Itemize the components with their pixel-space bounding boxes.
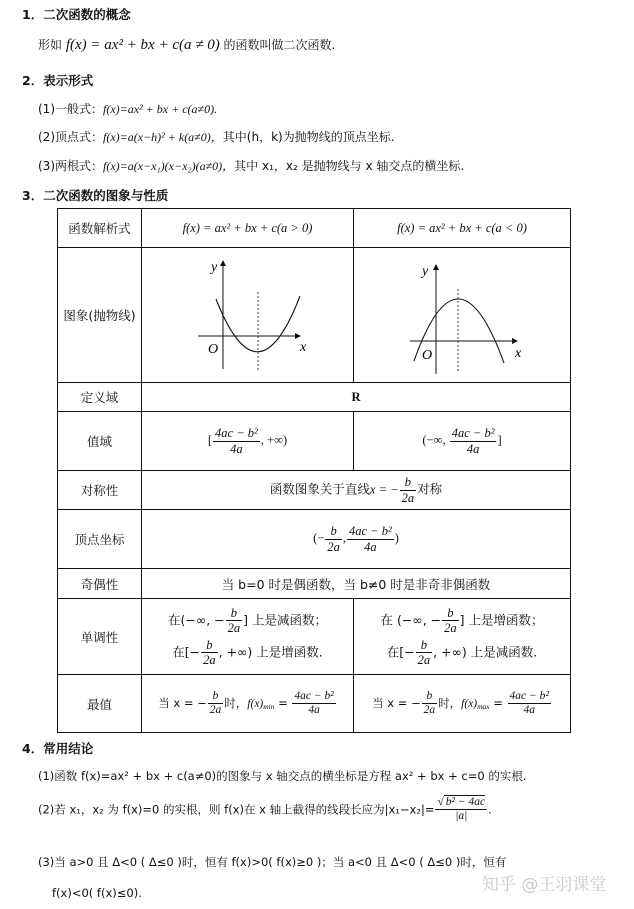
numerator: 4ac − b² [348,524,392,539]
denominator: |a| [455,810,468,823]
numerator: 4ac − b² [451,426,495,441]
fraction [347,524,394,554]
denominator: 2a [327,539,340,554]
monotonic-line [354,638,570,668]
row-label: 函数解析式 [58,209,142,248]
section-number: 4． [22,741,44,756]
conclusion-3-line-1: (3)当 a>0 且 Δ<0 ( Δ≤0 )时，恒有 f(x)>0( f(x)≥0 )；当 a<0 且 Δ<0 ( Δ≤0 )时，恒有 [38,855,507,869]
form-general [38,100,217,117]
denominator: 4a [364,539,377,554]
extremum-min [142,675,354,733]
row-graph [58,248,571,383]
concept-suffix: 的函数叫做二次函数. [223,38,336,52]
row-extremum [58,675,571,733]
row-label: 顶点坐标 [58,510,142,569]
extremum-max [354,675,571,733]
form-label: (2)顶点式： [38,130,103,144]
interval-pre: 在 (−∞, − [380,612,442,628]
row-vertex [58,510,571,569]
fraction [292,690,335,717]
monotonic-a-negative [354,599,571,675]
interval-post: , +∞) 上是增函数. [218,643,323,659]
fraction [416,638,433,668]
row-range [58,412,571,471]
row-label: 定义域 [58,383,142,412]
row-label: 值域 [58,412,142,471]
numerator: √ b² − 4ac [435,796,487,810]
form-formula: f(x)=a(x−x₁)(x−x₂)(a≠0)， [103,159,235,173]
monotonic-line [142,638,353,668]
row-label: 最值 [58,675,142,733]
equals: = [274,696,292,710]
interval-pre: 在(−∞, − [167,612,225,628]
section-title: 常用结论 [43,741,94,756]
form-vertex [38,128,395,145]
numerator: 4ac − b² [215,426,258,441]
bracket: ] [497,432,502,447]
origin-label: O [207,342,218,357]
row-label: 图象(抛物线) [58,248,142,383]
watermark: 知乎 @王羽课堂 [482,875,607,895]
section-2-heading [22,71,93,89]
symmetry-value [142,471,571,510]
section-number: 1． [22,7,44,22]
conclusion-2 [38,796,492,823]
parity-value: 当 b=0 时是偶函数，当 b≠0 时是非奇非偶函数 [142,569,571,599]
subscript: min [263,701,275,711]
conclusion-3-line-2: f(x)<0( f(x)≤0). [52,886,142,900]
x-axis-label: x [299,340,306,355]
domain-value: R [142,383,571,412]
row-parity [58,569,571,599]
numerator: b [201,638,218,653]
form-note: 其中(h，k)为抛物线的顶点坐标. [222,130,395,144]
fraction [325,524,342,554]
extremum-mid: 时， [438,696,462,710]
fraction [213,426,260,456]
function-name: f(x) [461,698,478,710]
denominator: 2a [227,621,241,636]
section-4-heading [22,739,93,757]
section-title: 表示形式 [43,73,94,88]
function-name: f(x) [247,698,264,710]
fraction [208,690,224,717]
range-a-negative [354,412,571,471]
monotonic-line [354,606,570,636]
denominator: 4a [523,704,535,716]
fraction [435,796,487,823]
monotonic-line [142,606,353,636]
row-label: 单调性 [58,599,142,675]
range-a-positive [142,412,354,471]
fraction [442,606,459,636]
graph-downward-cell [354,248,571,383]
subscript: max [477,701,490,711]
denominator: 2a [444,621,457,636]
denominator: 2a [417,652,431,667]
row-monotonic [58,599,571,675]
denominator: 2a [209,704,222,716]
origin-label: O [422,348,433,363]
interval-pre: 在[− [172,643,201,659]
denominator: 4a [230,441,243,456]
y-axis-label: y [422,264,429,279]
row-label: 对称性 [58,471,142,510]
fraction [201,638,218,668]
section-title: 二次函数的图象与性质 [43,188,169,203]
interval-post: ] 上是增函数； [459,612,544,628]
form-note: 其中 x₁，x₂ 是抛物线与 x 轴交点的横坐标. [234,159,465,173]
interval-start: (−∞, [422,432,449,447]
numerator: b [416,638,433,653]
numerator: 4ac − b² [292,690,335,704]
numerator: b [226,606,243,621]
symmetry-eq: x = − [369,482,399,497]
section-title: 二次函数的概念 [43,7,131,22]
monotonic-a-positive [142,599,354,675]
extremum-pre: 当 x = − [372,696,421,710]
numerator: 4ac − b² [508,690,551,704]
form-label: (1)一般式： [38,102,103,116]
form-formula: f(x)=ax² + bx + c(a≠0). [103,102,218,116]
numerator: b [400,475,417,490]
paren-open: (− [313,530,325,545]
interval-post: ] 上是减函数； [243,612,328,628]
form-roots [38,157,464,174]
interval-end: , +∞) [260,432,288,447]
formula-a-positive: f(x) = ax² + bx + c(a > 0) [142,209,354,248]
row-domain [58,383,571,412]
denominator: 2a [203,652,216,667]
fraction [400,475,417,505]
form-formula: f(x)=a(x−h)² + k(a≠0)， [103,130,223,144]
symmetry-suffix: 对称 [417,481,443,497]
denominator: 4a [466,441,480,456]
period: . [488,802,492,817]
concept-formula: f(x) = ax² + bx + c(a ≠ 0) [65,37,220,53]
radicand: b² − 4ac [445,796,486,808]
symmetry-prefix: 函数图象关于直线 [269,481,370,497]
numerator: b [325,524,342,539]
upward-parabola-graph [178,251,318,376]
conclusion-1: (1)函数 f(x)=ax² + bx + c(a≠0)的图象与 x 轴交点的横坐标是方程 ax² + bx + c=0 的实根. [38,769,527,783]
concept-prefix: 形如 [38,38,63,52]
separator: , [342,530,346,545]
form-label: (3)两根式： [38,159,103,173]
bracket: [ [207,432,213,447]
paren-close: ) [394,530,399,545]
fraction [422,690,438,717]
vertex-value [142,510,571,569]
row-symmetry [58,471,571,510]
row-analytic [58,209,571,248]
properties-table [57,208,571,733]
fraction [508,690,551,717]
section-3-heading [22,186,168,204]
x-axis-label: x [515,346,522,361]
conclusion-2-text: (2)若 x₁，x₂ 为 f(x)=0 的实根，则 f(x)在 x 轴上截得的线段长应为|x₁−x₂|= [38,802,435,817]
equals: = [489,696,507,710]
downward-parabola-graph [392,251,532,376]
fraction [450,426,497,456]
denominator: 2a [401,490,415,505]
extremum-pre: 当 x = − [158,696,207,710]
concept-definition [38,36,335,54]
fraction [226,606,243,636]
y-axis-label: y [210,260,217,275]
section-number: 2． [22,73,44,88]
numerator: b [422,690,438,704]
section-1-heading [22,5,131,23]
row-label: 奇偶性 [58,569,142,599]
extremum-mid: 时， [224,696,248,710]
denominator: 2a [423,704,436,716]
section-number: 3． [22,188,44,203]
graph-upward-cell [142,248,354,383]
interval-post: , +∞) 上是减函数. [433,643,538,659]
numerator: b [442,606,459,621]
denominator: 4a [308,704,320,716]
formula-a-negative: f(x) = ax² + bx + c(a < 0) [354,209,571,248]
interval-pre: 在[− [386,643,415,659]
numerator: b [208,690,224,704]
